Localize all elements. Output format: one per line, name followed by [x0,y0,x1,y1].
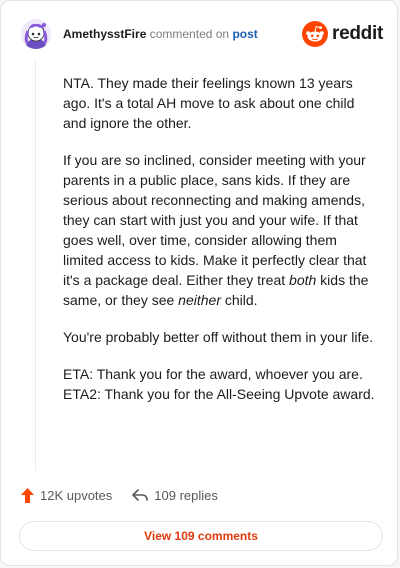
paragraph-text: ETA: Thank you for the award, whoever you are. ETA2: Thank you for the All-Seeing Upvote award. [63,366,375,402]
snoo-avatar-icon [21,19,51,49]
comment-footer [21,485,218,505]
paragraph-text: child. [220,292,258,308]
thread-line [35,59,36,471]
reply-count: 109 replies [154,487,218,503]
comment-paragraph [63,364,379,404]
paragraph-text: NTA. They made their feelings known 13 years ago. It's a total AH move to ask about one child and ignore the other. [63,75,355,131]
view-comments-button[interactable]: View 109 comments [19,521,383,551]
reply-stat[interactable] [132,488,218,503]
post-link[interactable]: post [232,27,258,41]
paragraph-text: If you are so inclined, consider meeting with your parents in a public place, sans kids. If they are serious about reconnecting and making amends, they can start with just you and your wife. If that goes well, over time, consider allowing them limited access to kids. Make it perfectly clear that it's a package deal. Either they treat [63,152,367,288]
comment-header [21,19,383,49]
author-line [63,26,258,42]
avatar[interactable] [21,19,51,49]
upvote-stat[interactable] [21,488,112,503]
reply-arrow-icon [132,489,148,502]
emphasis-text: both [289,272,317,288]
reddit-brand[interactable] [302,19,383,49]
upvote-arrow-icon [21,488,34,503]
username[interactable]: AmethysstFire [63,27,147,41]
reddit-logo-icon [302,21,328,47]
paragraph-text: You're probably better off without them in your life. [63,329,374,345]
comment-paragraph [63,73,379,133]
emphasis-text: neither [178,292,221,308]
comment-body [63,73,379,421]
brand-name: reddit [332,23,383,44]
action-text: commented on [149,27,230,41]
comment-paragraph [63,150,379,310]
comment-paragraph [63,327,379,347]
paragraph-text: kids the same, or they see [63,272,369,308]
upvote-count: 12K upvotes [40,487,113,503]
